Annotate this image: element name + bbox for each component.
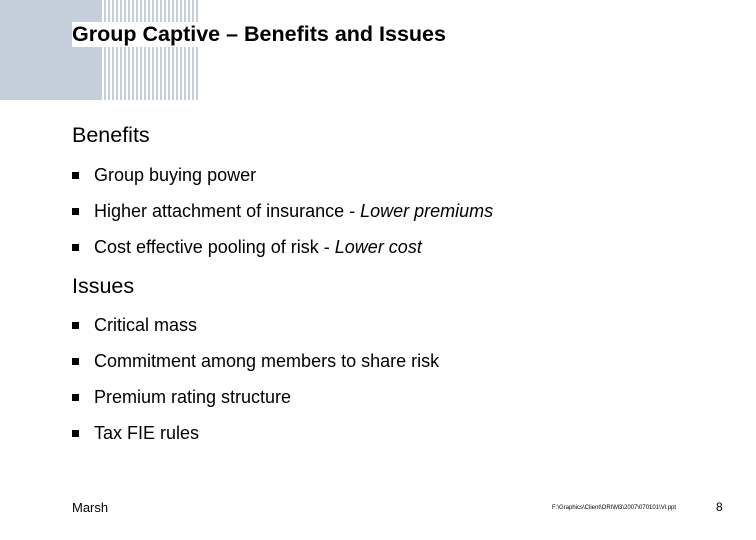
- benefit-item-2: [72, 199, 493, 223]
- square-bullet-icon: [72, 358, 79, 365]
- square-bullet-icon: [72, 430, 79, 437]
- issue-item-4: [72, 421, 199, 445]
- square-bullet-icon: [72, 172, 79, 179]
- header-accent-block: [0, 0, 100, 100]
- square-bullet-icon: [72, 394, 79, 401]
- square-bullet-icon: [72, 208, 79, 215]
- footer-company: Marsh: [72, 500, 109, 515]
- issue-item-text: Premium rating structure: [94, 386, 292, 407]
- benefits-heading: Benefits: [72, 123, 150, 147]
- issue-item-2: [72, 349, 439, 373]
- issue-item-1: [72, 313, 197, 337]
- benefit-item-1: [72, 163, 256, 187]
- issue-item-text: Commitment among members to share risk: [94, 350, 440, 371]
- issue-item-text: Tax FIE rules: [94, 422, 200, 443]
- benefit-item-text: Cost effective pooling of risk - Lower cost: [94, 236, 422, 257]
- benefit-item-3: [72, 235, 422, 259]
- header-accent-stripes: [100, 0, 198, 100]
- square-bullet-icon: [72, 322, 79, 329]
- slide-title: Group Captive – Benefits and Issues: [72, 22, 452, 47]
- issue-item-text: Critical mass: [94, 314, 198, 335]
- benefit-item-emphasis: Lower premiums: [360, 200, 494, 221]
- issues-heading: Issues: [72, 274, 135, 298]
- issue-item-3: [72, 385, 291, 409]
- benefit-item-text: Group buying power: [94, 164, 257, 185]
- page-number: 8: [716, 500, 723, 514]
- square-bullet-icon: [72, 244, 79, 251]
- benefit-item-text: Higher attachment of insurance - Lower premiums: [94, 200, 494, 221]
- footer-file-path: F:\Graphics\Client\ORI\M3\2007\070101\Vl.ppt: [552, 505, 677, 511]
- benefit-item-emphasis: Lower cost: [334, 236, 422, 257]
